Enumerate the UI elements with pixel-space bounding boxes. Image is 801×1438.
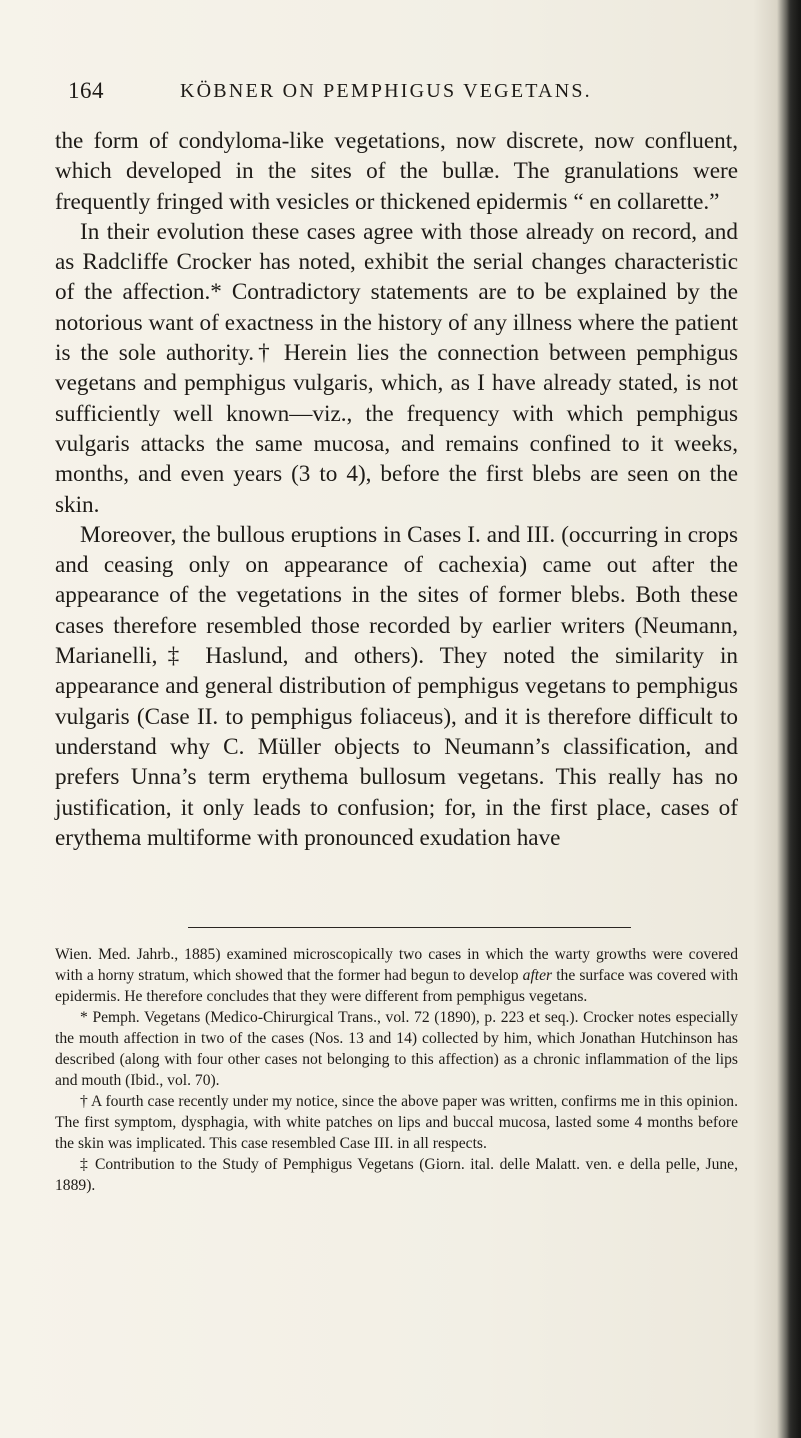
page-edge-shadow [787, 0, 801, 1438]
footnotes [55, 944, 738, 1196]
footnote-continued-part-2: the surface was covered with epidermis. He therefore concludes that they were different from pemphigus vegetans. [55, 967, 738, 1005]
footnote-continued [55, 944, 738, 1007]
paragraph-1: the form of condyloma-like vegetations, now discrete, now confluent, which developed in the sites of the bullæ. The granulations were frequently fringed with vesicles or thickened epidermis “ en collarette.” [55, 128, 738, 215]
running-head: KÖBNER ON PEMPHIGUS VEGETANS. [180, 80, 592, 102]
paragraph-3: Moreover, the bullous eruptions in Cases I. and III. (occurring in crops and ceasing only on appearance of cachexia) came out after the appearance of the vegetations in the sites of former blebs. Both these cases therefore resembled those recorded by earlier writers (Neumann, Marianelli,‡ Haslund, and others). They noted the similarity in appearance and general distribution of pemphigus vegetans to pemphigus vulgaris (Case II. to pemphigus foliaceus), and it is therefore difficult to understand why C. Müller objects to Neumann’s classification, and prefers Unna’s term erythema bullosum vegetans. This really has no justification, it only leads to confusion; for, in the first place, cases of erythema multiforme with pronounced exudation have [55, 521, 738, 851]
footnote-emphasis: after [522, 967, 553, 984]
page-header [68, 78, 728, 108]
footnote-asterisk: * Pemph. Vegetans (Medico-Chirurgical Trans., vol. 72 (1890), p. 223 et seq.). Crocker notes especially the mouth affection in two of the cases (Nos. 13 and 14) collected by him, which Jonathan Hutchinson has described (along with four other cases not belonging to this affection) as a chronic inflammation of the lips and mouth (Ibid., vol. 70). [55, 1009, 738, 1089]
footnote-double-dagger: ‡ Contribution to the Study of Pemphigus Vegetans (Giorn. ital. delle Malatt. ven. e della pelle, June, 1889). [55, 1156, 738, 1194]
footnote-continued-part-1: Wien. Med. Jahrb., 1885) examined microscopically two cases in which the warty growths were covered with a horny stratum, which showed that the former had begun to develop [55, 946, 738, 984]
body-text [55, 126, 738, 853]
paragraph-2: In their evolution these cases agree with those already on record, and as Radcliffe Crocker has noted, exhibit the serial changes characteristic of the affection.* Contradictory statements are to be explained by the notorious want of exactness in the history of any illness where the patient is the sole authority.† Herein lies the connection between pemphigus vegetans and pemphigus vulgaris, which, as I have already stated, is not sufficiently well known—viz., the frequency with which pemphigus vulgaris attacks the same mucosa, and remains confined to it weeks, months, and even years (3 to 4), before the first blebs are seen on the skin. [55, 218, 738, 518]
footnote-rule [188, 927, 631, 928]
footnote-dagger: † A fourth case recently under my notice, since the above paper was written, confirms me in this opinion. The first symptom, dysphagia, with white patches on lips and buccal mucosa, lasted some 4 months before the skin was implicated. This case resembled Case III. in all respects. [55, 1093, 738, 1152]
page-number: 164 [68, 78, 104, 103]
